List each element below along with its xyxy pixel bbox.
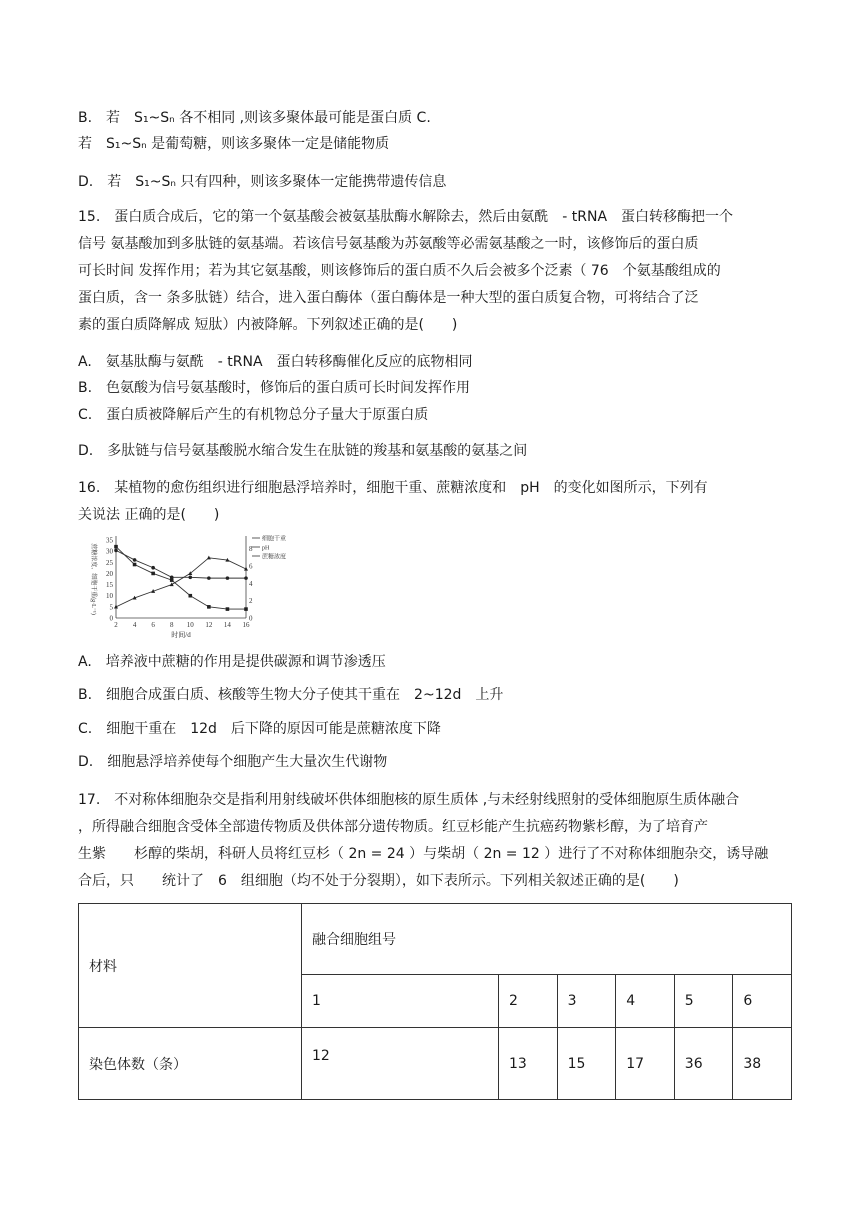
- y-left-tick-label: 10: [106, 592, 113, 601]
- q15-option-c: C. 蛋白质被降解后产生的有机物总分子量大于原蛋白质: [78, 407, 429, 423]
- y-axis-left-label: 蔗糖浓度、细胞干重(g·L⁻¹): [90, 543, 96, 615]
- table-header-group: 融合细胞组号: [302, 904, 792, 975]
- table-cell: 13: [499, 1028, 558, 1100]
- table-cell: 38: [733, 1028, 792, 1100]
- q17-stem-line-1: 17. 不对称体细胞杂交是指利用射线破坏供体细胞核的原生质体 ,与未经射线照射的受体细胞原生质体融合: [78, 792, 740, 808]
- x-tick-label: 16: [242, 621, 250, 629]
- y-right-tick-label: 6: [249, 562, 253, 571]
- x-tick-label: 12: [205, 621, 213, 629]
- q15-stem-line-5: 素的蛋白质降解成 短肽）内被降解。下列叙述正确的是( ): [78, 317, 458, 333]
- q17-stem-line-3: 生紫 杉醇的柴胡，科研人员将红豆杉（ 2n = 24 ）与柴胡（ 2n = 12 ）进行了不对称体细胞杂交，诱导融: [78, 846, 769, 862]
- q16-line-chart: [80, 532, 287, 644]
- table-cell: 12: [302, 1028, 499, 1100]
- y-right-tick-label: 0: [249, 614, 253, 623]
- table-group-number: 1: [302, 975, 499, 1028]
- q15-stem-line-2: 信号 氨基酸加到多肽链的氨基端。若该信号氨基酸为苏氨酸等必需氨基酸之一时，该修饰后的蛋白质: [78, 236, 699, 252]
- x-tick-label: 2: [114, 621, 118, 629]
- data-point: [170, 582, 174, 586]
- data-point: [226, 576, 230, 580]
- q17-stem-line-2: ，所得融合细胞含受体全部遗传物质及供体部分遗传物质。红豆杉能产生抗癌药物紫杉醇，为了培育产: [78, 819, 708, 835]
- x-tick-label: 10: [186, 621, 194, 629]
- table-cell: 17: [616, 1028, 675, 1100]
- fusion-cell-table: [78, 903, 792, 1100]
- y-left-tick-label: 15: [106, 581, 113, 590]
- y-left-tick-label: 5: [109, 603, 113, 612]
- table-group-number: 2: [499, 975, 558, 1028]
- data-point: [114, 549, 118, 553]
- data-point: [133, 558, 137, 562]
- y-left-tick-label: 0: [109, 614, 113, 623]
- q15-option-a: A. 氨基肽酶与氨酰 - tRNA 蛋白转移酶催化反应的底物相同: [78, 354, 473, 370]
- y-left-tick-label: 20: [106, 569, 113, 578]
- y-left-tick-label: 30: [106, 547, 113, 556]
- table-cell: 15: [557, 1028, 616, 1100]
- q14-option-d: D. 若 S₁~Sₙ 只有四种，则该多聚体一定能携带遗传信息: [78, 174, 447, 190]
- q15-stem-line-4: 蛋白质，含一 条多肽链）结合，进入蛋白酶体（蛋白酶体是一种大型的蛋白质复合物，可将结合了泛: [78, 290, 699, 306]
- data-point: [244, 576, 248, 580]
- x-tick-label: 14: [223, 621, 231, 629]
- q16-option-c: C. 细胞干重在 12d 后下降的原因可能是蔗糖浓度下降: [78, 721, 441, 737]
- table-group-number: 5: [674, 975, 733, 1028]
- data-point: [114, 545, 118, 549]
- data-point: [151, 572, 155, 576]
- data-point: [207, 576, 211, 580]
- data-point: [133, 563, 137, 567]
- table-cell: 36: [674, 1028, 733, 1100]
- q15-option-b: B. 色氨酸为信号氨基酸时，修饰后的蛋白质可长时间发挥作用: [78, 380, 471, 396]
- y-left-tick-label: 35: [106, 536, 113, 545]
- table-row-label: 染色体数（条）: [79, 1028, 302, 1100]
- q14-option-c: 若 S₁~Sₙ 是葡萄糖，则该多聚体一定是储能物质: [78, 136, 390, 152]
- q16-option-b: B. 细胞合成蛋白质、核酸等生物大分子使其干重在 2~12d 上升: [78, 687, 504, 703]
- table-group-number: 3: [557, 975, 616, 1028]
- x-axis-label: 时间/d: [171, 631, 191, 639]
- legend-label: 细胞干重: [262, 536, 287, 543]
- table-group-number: 4: [616, 975, 675, 1028]
- data-point: [207, 605, 211, 609]
- q16-stem-line-2: 关说法 正确的是( ): [78, 507, 220, 523]
- y-left-tick-label: 25: [106, 558, 113, 567]
- y-right-tick-label: 2: [249, 597, 253, 606]
- data-point: [207, 556, 211, 560]
- data-point: [244, 607, 248, 611]
- q17-stem-line-4: 合后，只 统计了 6 组细胞（均不处于分裂期），如下表所示。下列相关叙述正确的是( ): [78, 873, 679, 889]
- x-tick-label: 8: [169, 621, 174, 629]
- table-header-material: 材料: [79, 904, 302, 1028]
- q15-option-d: D. 多肽链与信号氨基酸脱水缩合发生在肽链的羧基和氨基酸的氨基之间: [78, 443, 528, 459]
- q15-stem-line-3: 可长时间 发挥作用；若为其它氨基酸，则该修饰后的蛋白质不久后会被多个泛素（ 76 个氨基酸组成的: [78, 263, 721, 279]
- q16-option-d: D. 细胞悬浮培养使每个细胞产生大量次生代谢物: [78, 754, 388, 770]
- legend-label: pH: [262, 545, 270, 552]
- y-right-tick-label: 4: [249, 579, 253, 588]
- q16-stem-line-1: 16. 某植物的愈伤组织进行细胞悬浮培养时，细胞干重、蔗糖浓度和 pH 的变化如图所示，下列有: [78, 480, 708, 496]
- data-point: [151, 566, 155, 570]
- q16-option-a: A. 培养液中蔗糖的作用是提供碳源和调节渗透压: [78, 654, 386, 670]
- data-point: [188, 575, 192, 579]
- q14-option-b: B. 若 S₁~Sₙ 各不相同 ,则该多聚体最可能是蛋白质 C.: [78, 110, 431, 126]
- y-right-tick-label: 8: [249, 545, 253, 554]
- q15-stem-line-1: 15. 蛋白质合成后，它的第一个氨基酸会被氨基肽酶水解除去，然后由氨酰 - tRNA 蛋白转移酶把一个: [78, 209, 734, 225]
- legend-label: 蔗糖浓度: [262, 554, 287, 561]
- x-tick-label: 4: [132, 621, 137, 629]
- data-point: [170, 578, 174, 582]
- x-tick-label: 6: [151, 621, 155, 629]
- table-group-number: 6: [733, 975, 792, 1028]
- data-point: [226, 607, 230, 611]
- data-point: [188, 594, 192, 598]
